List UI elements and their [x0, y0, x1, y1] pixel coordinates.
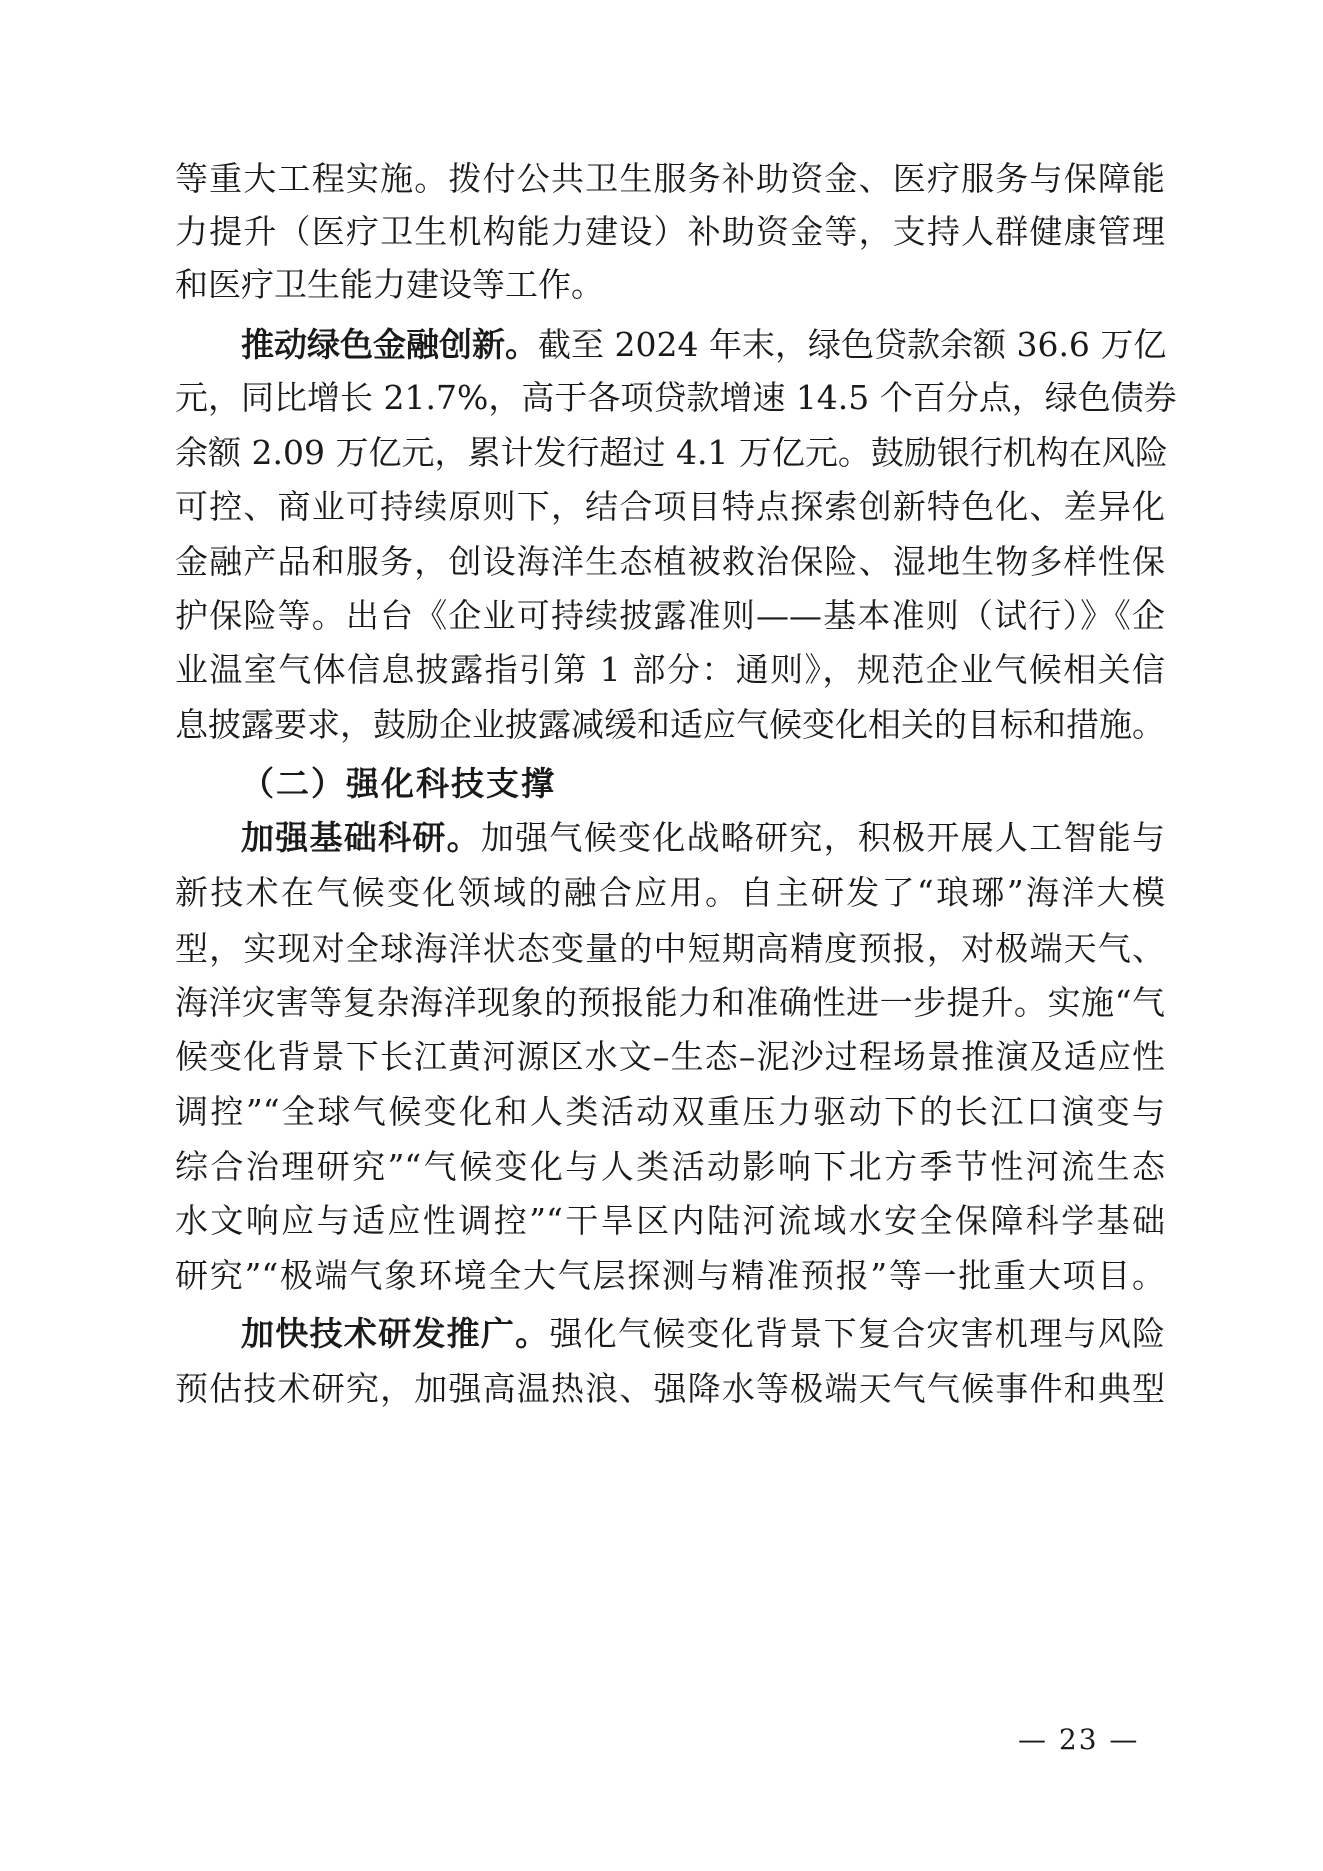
paragraph-2-first-line [241, 325, 1165, 365]
paragraph-2-lead: 推动绿色金融创新。 [241, 325, 538, 364]
paragraph-1-line-2: 力提升（医疗卫生机构能力建设）补助资金等，支持人群健康管理 [175, 212, 1165, 251]
section-heading: （二）强化科技支撑 [241, 764, 556, 803]
paragraph-4-first-line [241, 1314, 1165, 1354]
paragraph-4-lead: 加快技术研发推广。 [241, 1314, 550, 1353]
paragraph-2-line-6: 护保险等。出台《企业可持续披露准则——基本准则（试行）》《企 [175, 596, 1165, 635]
paragraph-2-first-line-text: 截至 2024 年末，绿色贷款余额 36.6 万亿 [538, 325, 1167, 364]
paragraph-3-line-5: 候变化背景下长江黄河源区水文–生态–泥沙过程场景推演及适应性 [175, 1037, 1165, 1076]
paragraph-1-line-1: 等重大工程实施。拨付公共卫生服务补助资金、医疗服务与保障能 [175, 159, 1165, 198]
paragraph-3-line-3: 型，实现对全球海洋状态变量的中短期高精度预报，对极端天气、 [175, 929, 1165, 968]
paragraph-3-line-6: 调控”“全球气候变化和人类活动双重压力驱动下的长江口演变与 [175, 1092, 1165, 1131]
paragraph-4-first-line-text: 强化气候变化背景下复合灾害机理与风险 [549, 1314, 1166, 1353]
paragraph-2-line-3: 余额 2.09 万亿元，累计发行超过 4.1 万亿元。鼓励银行机构在风险 [175, 433, 1168, 472]
paragraph-3-line-9: 研究”“极端气象环境全大气层探测与精准预报”等一批重大项目。 [175, 1256, 1165, 1295]
paragraph-2-line-4: 可控、商业可持续原则下，结合项目特点探索创新特色化、差异化 [175, 487, 1165, 526]
paragraph-3-line-2: 新技术在气候变化领域的融合应用。自主研发了“琅琊”海洋大模 [175, 873, 1165, 912]
paragraph-3-line-4: 海洋灾害等复杂海洋现象的预报能力和准确性进一步提升。实施“气 [175, 983, 1165, 1022]
paragraph-3-first-line-text: 加强气候变化战略研究，积极开展人工智能与 [480, 818, 1166, 857]
paragraph-2-line-2: 元，同比增长 21.7%，高于各项贷款增速 14.5 个百分点，绿色债券 [175, 378, 1177, 417]
paragraph-3-first-line [241, 818, 1165, 858]
paragraph-3-lead: 加强基础科研。 [241, 818, 481, 857]
paragraph-2-line-7: 业温室气体信息披露指引第 1 部分：通则》，规范企业气候相关信 [175, 650, 1165, 689]
paragraph-3-line-7: 综合治理研究”“气候变化与人类活动影响下北方季节性河流生态 [175, 1147, 1165, 1186]
paragraph-2-line-8: 息披露要求，鼓励企业披露减缓和适应气候变化相关的目标和措施。 [175, 705, 1165, 744]
paragraph-1-line-3: 和医疗卫生能力建设等工作。 [175, 265, 604, 304]
paragraph-3-line-8: 水文响应与适应性调控”“干旱区内陆河流域水安全保障科学基础 [175, 1201, 1165, 1240]
paragraph-2-line-5: 金融产品和服务，创设海洋生态植被救治保险、湿地生物多样性保 [175, 542, 1165, 581]
page-number: — 23 — [1018, 1723, 1140, 1756]
paragraph-4-line-2: 预估技术研究，加强高温热浪、强降水等极端天气气候事件和典型 [175, 1369, 1165, 1408]
